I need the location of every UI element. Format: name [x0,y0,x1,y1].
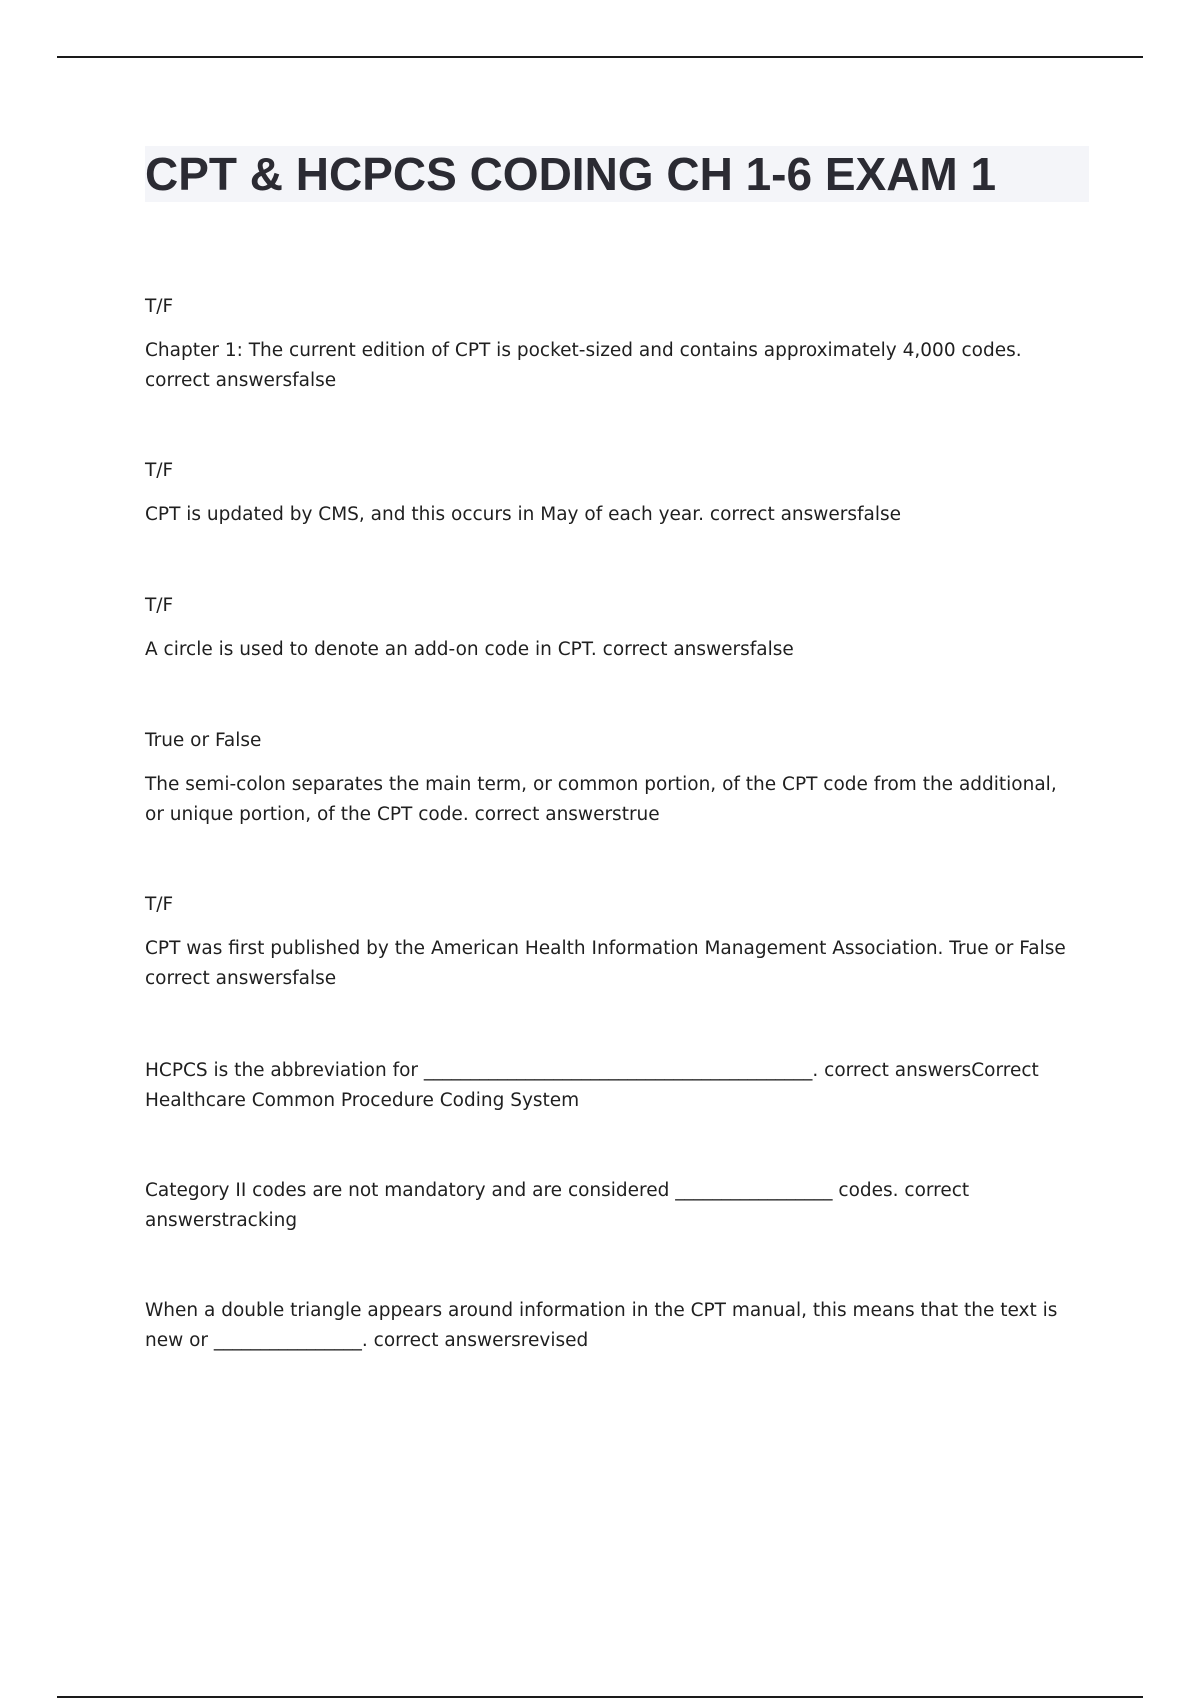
question-item [145,1176,1080,1236]
question-item [145,1296,1080,1356]
question-item [145,726,1080,830]
question-item [145,890,1080,994]
question-label: T/F [145,296,174,317]
question-text: When a double triangle appears around information in the CPT manual, this means that the text is new or ________________. correct answersrevised [145,1300,1058,1351]
question-item [145,456,1080,530]
question-text: CPT was first published by the American Health Information Management Association. True or False correct answersfalse [145,938,1066,989]
question-item [145,591,1080,665]
question-label: T/F [145,595,174,616]
question-label: T/F [145,460,174,481]
question-item [145,292,1080,396]
question-text: HCPCS is the abbreviation for __________________________________________. correct answersCorrect Healthcare Common Procedure Coding System [145,1060,1039,1111]
question-text: A circle is used to denote an add-on code in CPT. correct answersfalse [145,639,794,660]
question-label: True or False [145,730,262,751]
question-text: Category II codes are not mandatory and are considered _________________ codes. correct answerstracking [145,1180,970,1231]
question-label: T/F [145,894,174,915]
bottom-rule [57,1696,1143,1698]
top-rule [57,56,1143,58]
document-body [145,292,1080,1356]
question-text: Chapter 1: The current edition of CPT is pocket-sized and contains approximately 4,000 codes. correct answersfalse [145,340,1022,391]
question-text: The semi-colon separates the main term, or common portion, of the CPT code from the additional, or unique portion, of the CPT code. correct answerstrue [145,774,1057,825]
document-title: CPT & HCPCS CODING CH 1-6 EXAM 1 [145,148,997,200]
question-item [145,1056,1080,1116]
question-text: CPT is updated by CMS, and this occurs in May of each year. correct answersfalse [145,504,902,525]
